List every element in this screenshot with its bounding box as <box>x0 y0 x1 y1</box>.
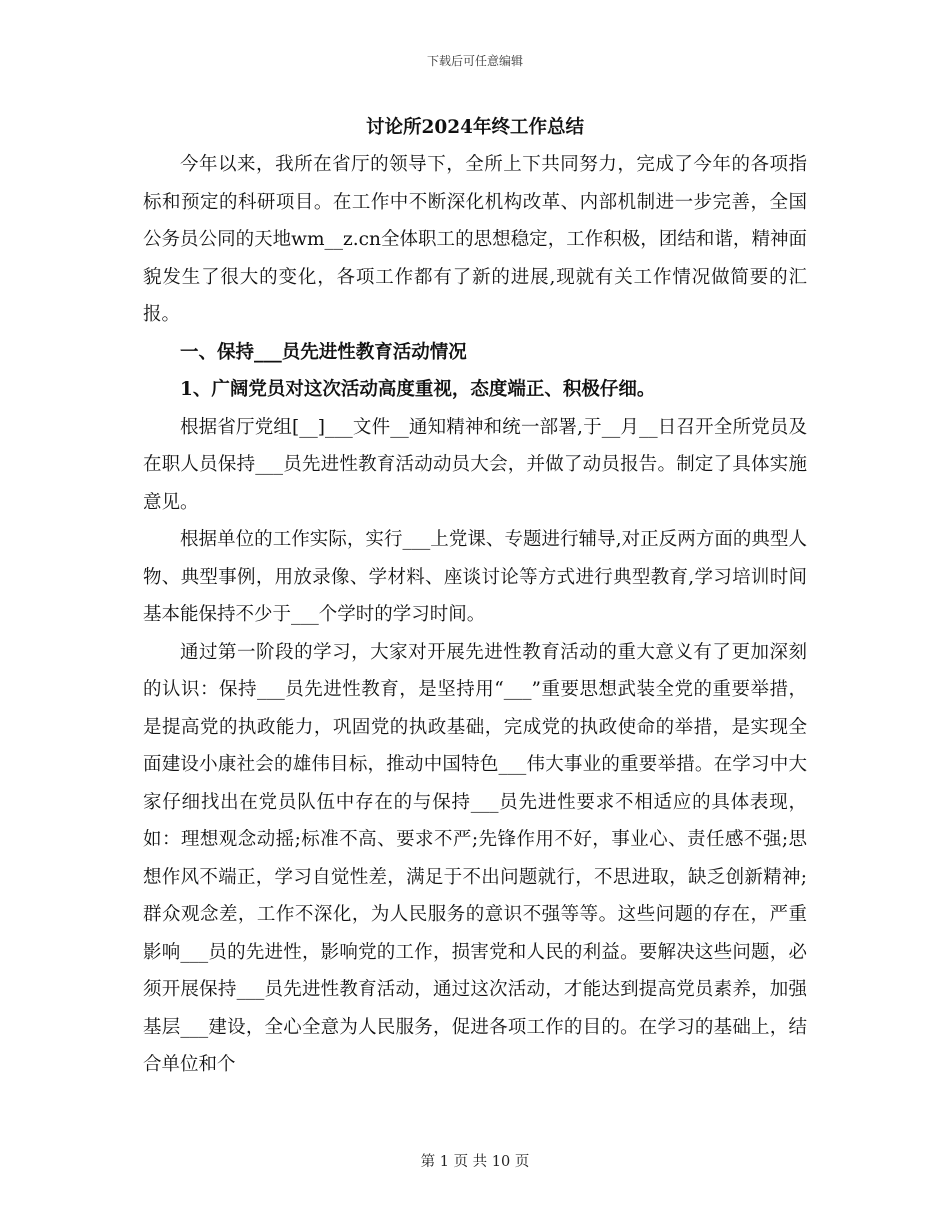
body-paragraph-1: 根据省厅党组[__]___文件__通知精神和统一部署,于__月__日召开全所党员及在职人员保持___员先进性教育活动动员大会，并做了动员报告。制定了具体实施意见。 <box>143 416 807 513</box>
intro-paragraph: 今年以来，我所在省厅的领导下，全所上下共同努力，完成了今年的各项指标和预定的科研项目。在工作中不断深化机构改革、内部机制进一步完善，全国公务员公同的天地wm__z.cn全体职工的思想稳定，工作积极，团结和谐，精神面貌发生了很大的变化，各项工作都有了新的进展,现就有关工作情况做简要的汇报。 <box>143 154 807 325</box>
document-body <box>143 110 807 1084</box>
page-number: 第 1 页 共 10 页 <box>420 1154 530 1170</box>
body-paragraph-3: 通过第一阶段的学习，大家对开展先进性教育活动的重大意义有了更加深刻的认识：保持___员先进性教育，是坚持用“___”重要思想武装全党的重要举措，是提高党的执政能力，巩固党的执政基础，完成党的执政使命的举措，是实现全面建设小康社会的雄伟目标，推动中国特色___伟大事业的重要举措。在学习中大家仔细找出在党员队伍中存在的与保持___员先进性要求不相适应的具体表现，如：理想观念动摇;标准不高、要求不严;先锋作用不好，事业心、责任感不强;思想作风不端正，学习自觉性差，满足于不出问题就行，不思进取，缺乏创新精神;群众观念差，工作不深化，为人民服务的意识不强等等。这些问题的存在，严重影响___员的先进性，影响党的工作，损害党和人民的利益。要解决这些问题，必须开展保持___员先进性教育活动，通过这次活动，才能达到提高党员素养，加强基层___建设，全心全意为人民服务，促进各项工作的目的。在学习的基础上，结合单位和个 <box>143 641 807 1075</box>
body-paragraph-2: 根据单位的工作实际，实行___上党课、专题进行辅导,对正反两方面的典型人物、典型事例，用放录像、学材料、座谈讨论等方式进行典型教育,学习培训时间基本能保持不少于___个学时的学习时间。 <box>143 529 807 625</box>
page-header: 下载后可任意编辑 <box>426 54 523 68</box>
section-heading: 一、保持___员先进性教育活动情况 <box>180 341 467 363</box>
document-title: 讨论所2024年终工作总结 <box>366 117 584 138</box>
sub-heading: 1、广阔党员对这次活动高度重视，态度端正、积极仔细。 <box>180 379 656 400</box>
